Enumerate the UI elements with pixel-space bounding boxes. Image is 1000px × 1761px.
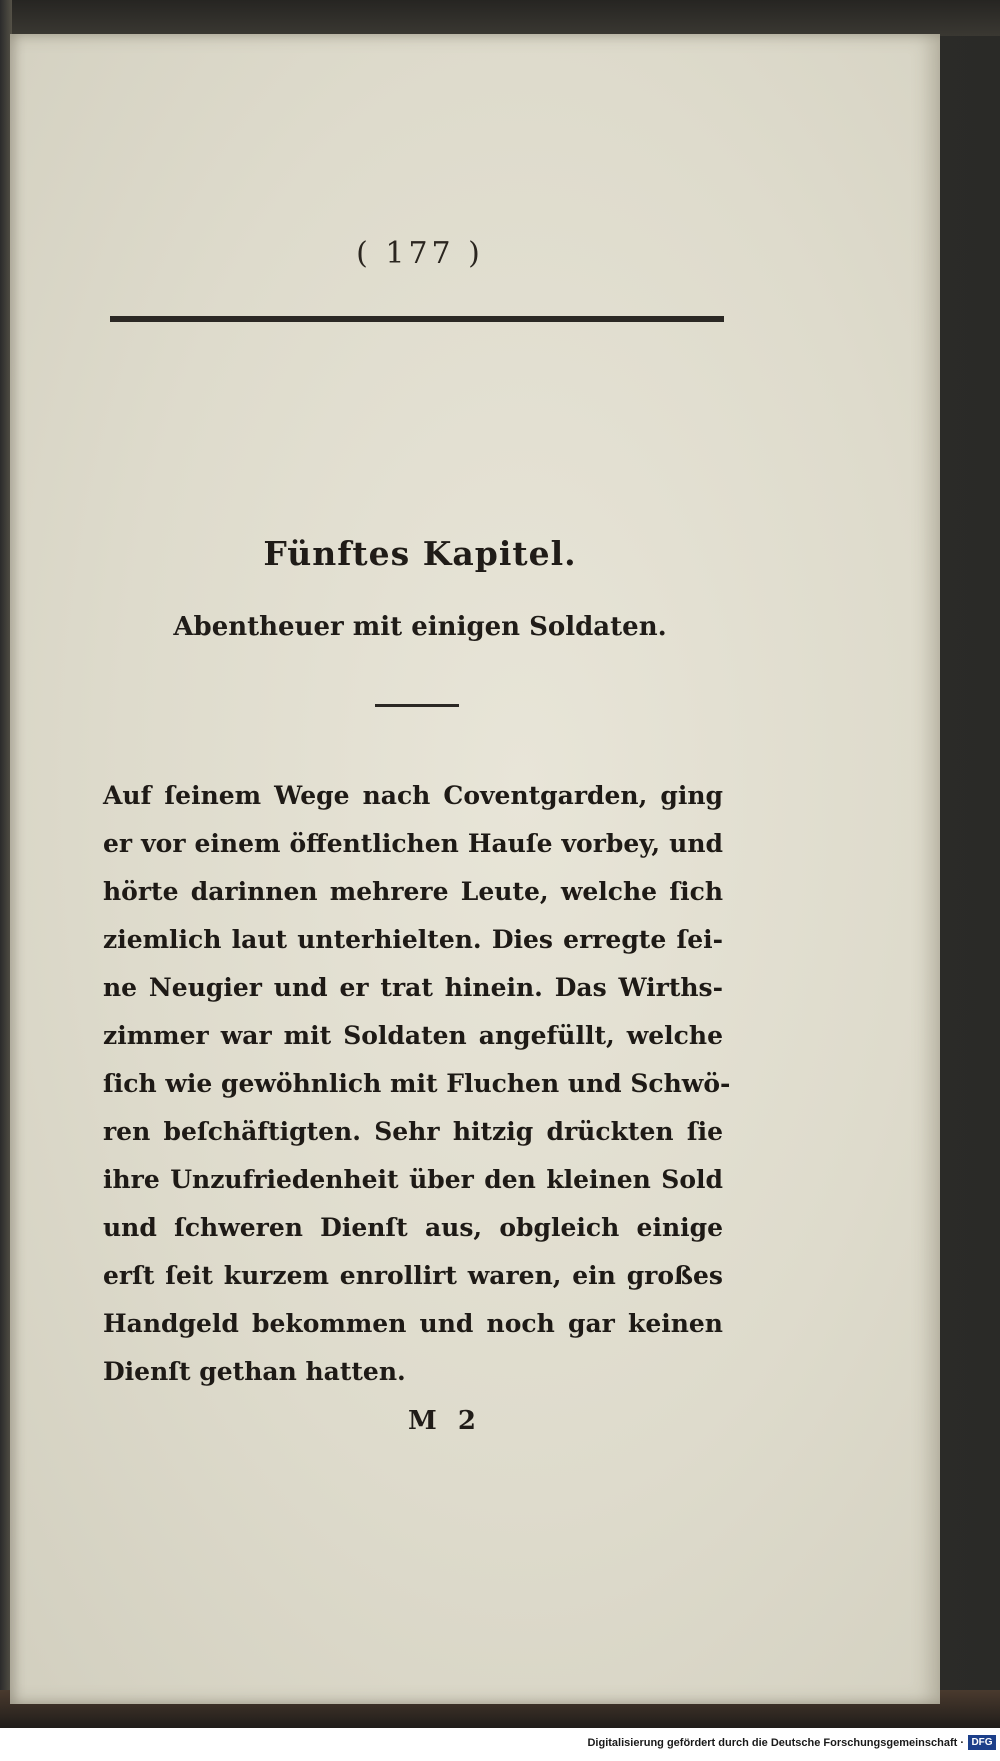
text-line: erſt ſeit kurzem enrollirt waren, ein großes [103,1261,723,1290]
text-line: Handgeld bekommen und noch gar keinen [103,1309,723,1338]
header-rule [110,316,724,322]
text-line: ren beſchäftigten. Sehr hitzig drückten ſie [103,1117,723,1146]
book-page [10,34,940,1704]
page-number: ( 177 ) [356,236,484,271]
section-divider [375,704,459,707]
signature-mark: M 2 [408,1406,482,1436]
text-line: und ſchweren Dienſt aus, obgleich einige [103,1213,723,1242]
text-line: ziemlich laut unterhielten. Dies erregte ſei- [103,925,723,954]
scan-top-edge [0,0,1000,36]
body-paragraph [103,772,731,1396]
text-line: Auf ſeinem Wege nach Coventgarden, ging [103,781,723,810]
credit-bar [0,1728,1000,1761]
text-line: ihre Unzufriedenheit über den kleinen Sold [103,1165,723,1194]
text-line: hörte darinnen mehrere Leute, welche ſich [103,877,723,906]
chapter-subtitle: Abentheuer mit einigen Soldaten. [173,612,667,642]
text-line: ne Neugier und er trat hinein. Das Wirths- [103,973,723,1002]
text-line: zimmer war mit Soldaten angefüllt, welche [103,1021,723,1050]
chapter-title: Fünftes Kapitel. [263,534,577,573]
dfg-logo-icon: DFG [968,1735,996,1750]
text-line: Dienſt gethan hatten. [103,1357,406,1386]
text-line: ſich wie gewöhnlich mit Fluchen und Schwö- [103,1069,731,1098]
credit-text: Digitalisierung gefördert durch die Deutsche Forschungsgemeinschaft · [587,1737,964,1749]
text-line: er vor einem öffentlichen Hauſe vorbey, und [103,829,723,858]
